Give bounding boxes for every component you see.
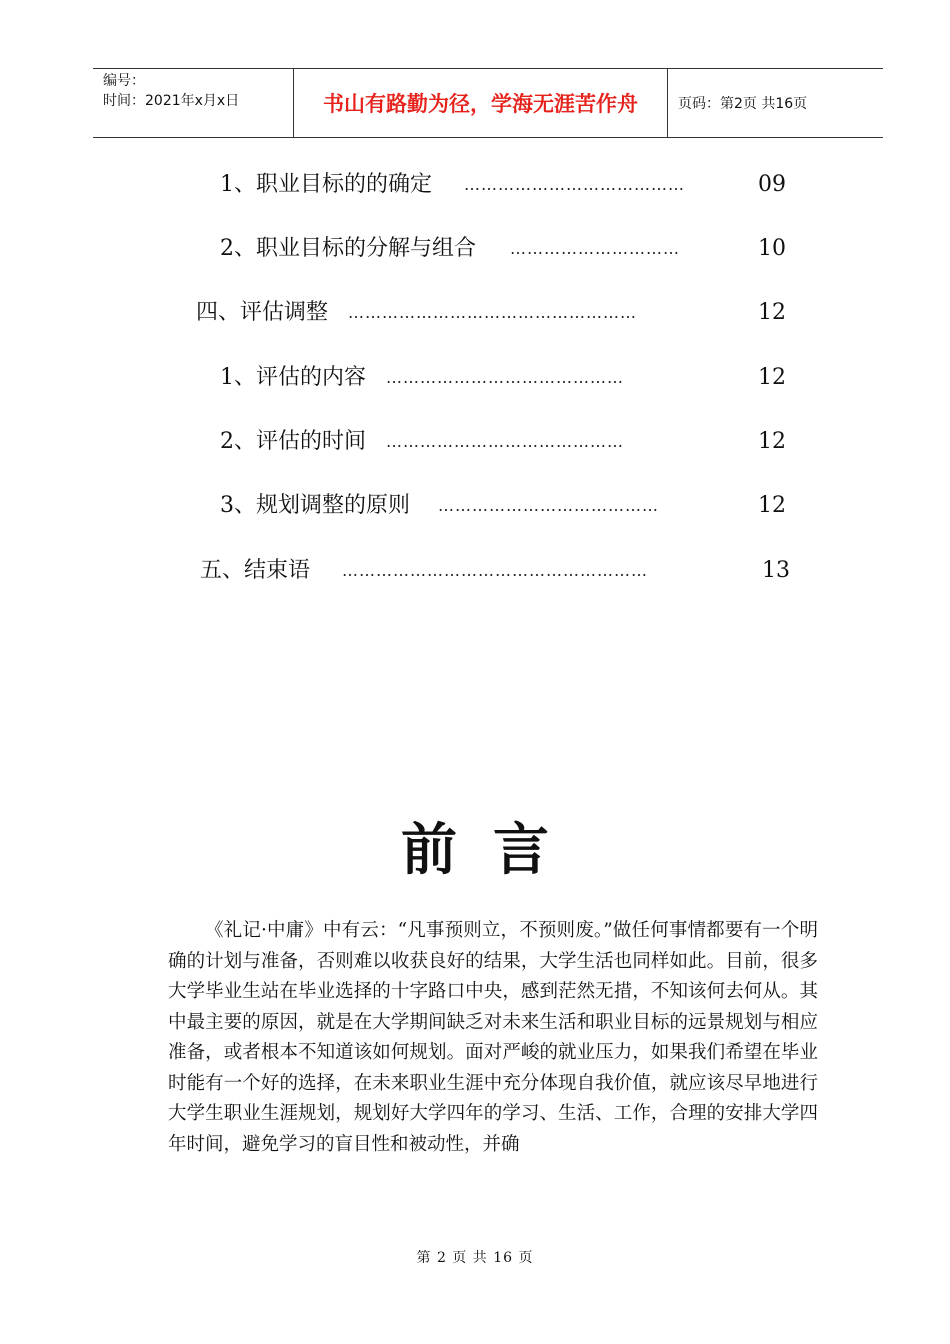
toc-leader-dots: ……………………………………………… — [342, 561, 648, 580]
toc-entry-label: 3、规划调整的原则 — [220, 493, 410, 518]
toc-leader-dots: …………………………………………… — [348, 303, 637, 322]
toc-entry[interactable] — [220, 169, 790, 201]
header-motto: 书山有路勤为径，学海无涯苦作舟 — [294, 69, 668, 137]
toc-entry[interactable] — [196, 297, 796, 329]
header-meta — [93, 69, 294, 137]
toc-entry[interactable] — [220, 490, 790, 522]
toc-leader-dots: ………………………………… — [464, 175, 685, 194]
toc-entry[interactable] — [200, 555, 800, 587]
toc-leader-dots: …………………………………… — [386, 368, 624, 387]
toc-entry-label: 四、评估调整 — [196, 300, 329, 325]
toc-entry-page: 12 — [758, 300, 786, 325]
toc-entry-label: 2、职业目标的分解与组合 — [220, 236, 476, 261]
toc-entry-page: 12 — [758, 429, 786, 454]
toc-entry-label: 五、结束语 — [200, 558, 311, 583]
toc-entry-page: 13 — [762, 558, 790, 583]
page-header — [93, 68, 883, 138]
toc-entry[interactable] — [220, 233, 790, 265]
toc-leader-dots: …………………………………… — [386, 432, 624, 451]
toc-entry-label: 1、评估的内容 — [220, 365, 366, 390]
toc-entry[interactable] — [220, 426, 790, 458]
toc-entry-page: 10 — [758, 236, 786, 261]
code-label: 编号： — [103, 73, 145, 89]
toc-entry-page: 09 — [758, 172, 786, 197]
toc-leader-dots: ………………………… — [510, 239, 680, 258]
header-page-label: 页码：第2页 共16页 — [678, 96, 808, 112]
date-label: 时间：2021年x月x日 — [103, 93, 240, 109]
toc-entry-page: 12 — [758, 365, 786, 390]
toc-entry-label: 2、评估的时间 — [220, 429, 366, 454]
page-footer: 第 2 页 共 16 页 — [416, 1250, 534, 1266]
toc-entry-page: 12 — [758, 493, 786, 518]
toc-entry[interactable] — [220, 362, 790, 394]
preface-paragraph: 《礼记·中庸》中有云：“凡事预则立，不预则废。”做任何事情都要有一个明确的计划与准备，否则难以收获良好的结果，大学生活也同样如此。目前，很多大学毕业生站在毕业选择的十字路口中央，感到茫然无措，不知该何去何从。其中最主要的原因，就是在大学期间缺乏对未来生活和职业目标的远景规划与相应准备，或者根本不知道该如何规划。面对严峻的就业压力，如果我们希望在毕业时能有一个好的选择，在未来职业生涯中充分体现自我价值，就应该尽早地进行大学生职业生涯规划，规划好大学四年的学习、生活、工作，合理的安排大学四年时间，避免学习的盲目性和被动性，并确 — [168, 920, 818, 1155]
toc-leader-dots: ………………………………… — [438, 496, 659, 515]
preface-title: 前言 — [401, 818, 585, 883]
toc-entry-label: 1、职业目标的的确定 — [220, 172, 432, 197]
